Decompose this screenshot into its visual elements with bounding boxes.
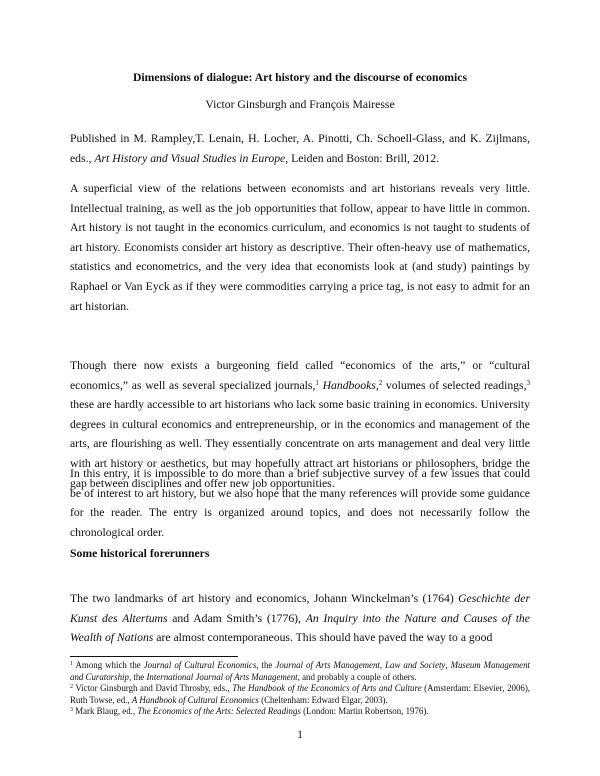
punctuation: , — [375, 378, 379, 392]
footnote-text: , the — [256, 660, 276, 670]
footnote-separator — [70, 656, 238, 657]
footnote-mark: 1 — [70, 661, 73, 667]
footnote-2 — [70, 683, 530, 706]
paragraph-text: these are hardly accessible to art historians who lack some basic training in economics. University degrees in cultural economics and entrepreneurship, or in the economics and management of the arts, are flourishing as well. They essentially concentrate on arts management and deal very little with art history or aesthetics, but may hopefully attract art historians or philosophers, bridge the gap between disciplines and offer new job opportunities. — [70, 398, 530, 490]
publication-note — [70, 129, 530, 168]
footnote-text: , and probably a couple of others. — [297, 671, 417, 682]
footnotes — [70, 660, 530, 718]
paragraph-forerunners — [70, 589, 530, 648]
book-title: The Handbook of the Economics of Arts and Culture — [232, 683, 422, 693]
handbooks-term: Handbooks — [322, 378, 376, 392]
footnote-1 — [70, 660, 530, 683]
journal-title: Journal of Cultural Economics — [143, 660, 257, 670]
book-title: The Economics of the Arts: Selected Readings — [137, 706, 301, 716]
winckelmann-title: Geschichte der Kunst des Altertums — [70, 592, 531, 625]
footnote-text: Victor Ginsburgh and David Throsby, eds., — [73, 683, 233, 693]
footnote-ref-3[interactable]: 3 — [526, 378, 530, 387]
journal-title: Museum Management and Curatorship — [70, 660, 531, 682]
footnote-text: Mark Blaug, ed., — [73, 706, 138, 716]
paper-title: Dimensions of dialogue: Art history and the discourse of economics — [132, 71, 468, 84]
journal-title: Journal of Arts Management, Law and Society — [275, 660, 446, 670]
footnote-text: , the — [128, 671, 147, 682]
paragraph-text: The two landmarks of art history and economics, Johann Winckelman’s (1764) — [70, 592, 459, 605]
paragraph-text: volumes of selected readings, — [382, 378, 527, 392]
publication-book-title: Art History and Visual Studies in Europe — [94, 151, 286, 165]
paragraph-scope: In this entry, it is impossible to do more than a brief subjective survey of a few issues that could be of interest to art history, but we also hope that the many references will provide some guidance for the reader. The entry is organized around topics, and does not necessarily follow the chronological order. — [70, 467, 530, 539]
journal-title: International Journal of Arts Management — [146, 671, 298, 682]
paper-authors: Victor Ginsburgh and François Mairesse — [205, 98, 395, 111]
footnote-ref-2[interactable]: 2 — [378, 378, 383, 387]
page-number: 1 — [297, 728, 303, 741]
footnote-text: (Cheltenham: Edward Elgar, 2003). — [258, 694, 388, 705]
section-heading: Some historical forerunners — [70, 547, 210, 560]
paragraph-text: are almost contemporaneous. This should have paved the way to a good — [153, 631, 493, 645]
footnote-3 — [70, 706, 530, 718]
footnote-text: (London: Martin Robertson, 1976). — [300, 706, 429, 716]
paragraph-intro: A superficial view of the relations between economists and art historians reveals very little. Intellectual training, as well as the job opportunities that follow, appear to have little in common. Art history is not taught in the economics curriculum, and economics is not taught to students of art history. Economists consider art history as descriptive. Their often-heavy use of mathematics, statistics and econometrics, and the very idea that economists look at (and study) paintings by Raphael or Van Eyck as if they were commodities carrying a price tag, is not easy to admit for an art historian. — [70, 182, 530, 313]
smith-title: An Inquiry into the Nature and Causes of the Wealth of Nations — [70, 611, 530, 645]
footnote-ref-1[interactable]: 1 — [315, 378, 319, 387]
footnote-text: , — [445, 660, 451, 670]
footnote-text: Among which the — [73, 660, 144, 670]
paragraph-text: and Adam Smith’s (1776), — [167, 611, 306, 625]
book-title: A Handbook of Cultural Economics — [131, 694, 259, 705]
publication-prefix: Published in M. Rampley,T. Lenain, H. Locher, A. Pinotti, Ch. Schoell-Glass, and K. Zijlmans, eds., — [70, 132, 530, 165]
publication-suffix: , Leiden and Boston: Brill, 2012. — [285, 151, 440, 165]
paragraph-text: Though there now exists a burgeoning field called “economics of the arts,” or “cultural economics,” as well as several specialized journals, — [70, 359, 530, 392]
footnote-text: (Amsterdam: Elsevier, 2006), Ruth Towse, ed., — [70, 683, 530, 705]
footnote-mark: 3 — [70, 707, 73, 713]
footnote-mark: 2 — [70, 684, 73, 690]
